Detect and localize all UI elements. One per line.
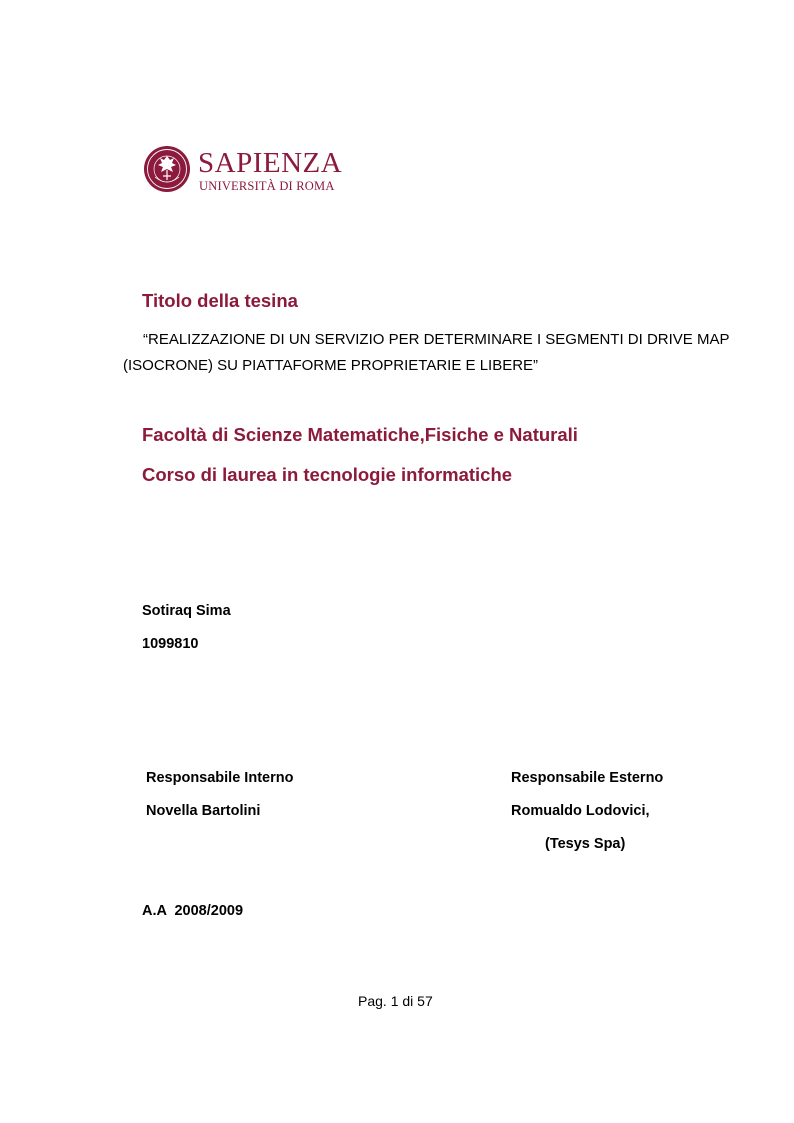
faculty-name: Facoltà di Scienze Matematiche,Fisiche e Naturali	[142, 424, 578, 445]
thesis-title-heading: Titolo della tesina	[142, 290, 298, 311]
internal-supervisor-label: Responsabile Interno	[146, 770, 294, 786]
academic-year: A.A 2008/2009	[142, 903, 244, 919]
university-seal-icon	[143, 141, 191, 199]
course-name: Corso di laurea in tecnologie informatiche	[142, 464, 513, 485]
student-id: 1099810	[142, 636, 199, 652]
university-logo	[143, 141, 343, 201]
external-supervisor-name: Romualdo Lodovici,	[511, 803, 650, 819]
external-supervisor-label: Responsabile Esterno	[511, 770, 664, 786]
page-number: Pag. 1 di 57	[358, 993, 433, 1009]
university-name: UNIVERSITÀ DI ROMA	[199, 179, 335, 193]
external-supervisor-company: (Tesys Spa)	[545, 836, 626, 852]
thesis-title-line2: (ISOCRONE) SU PIATTAFORME PROPRIETARIE E LIBERE”	[123, 357, 539, 374]
thesis-title-line1: “REALIZZAZIONE DI UN SERVIZIO PER DETERMINARE I SEGMENTI DI DRIVE MAP	[143, 331, 730, 348]
student-name: Sotiraq Sima	[142, 603, 231, 619]
brand-name: SAPIENZA	[198, 147, 343, 179]
internal-supervisor-name: Novella Bartolini	[146, 803, 261, 819]
